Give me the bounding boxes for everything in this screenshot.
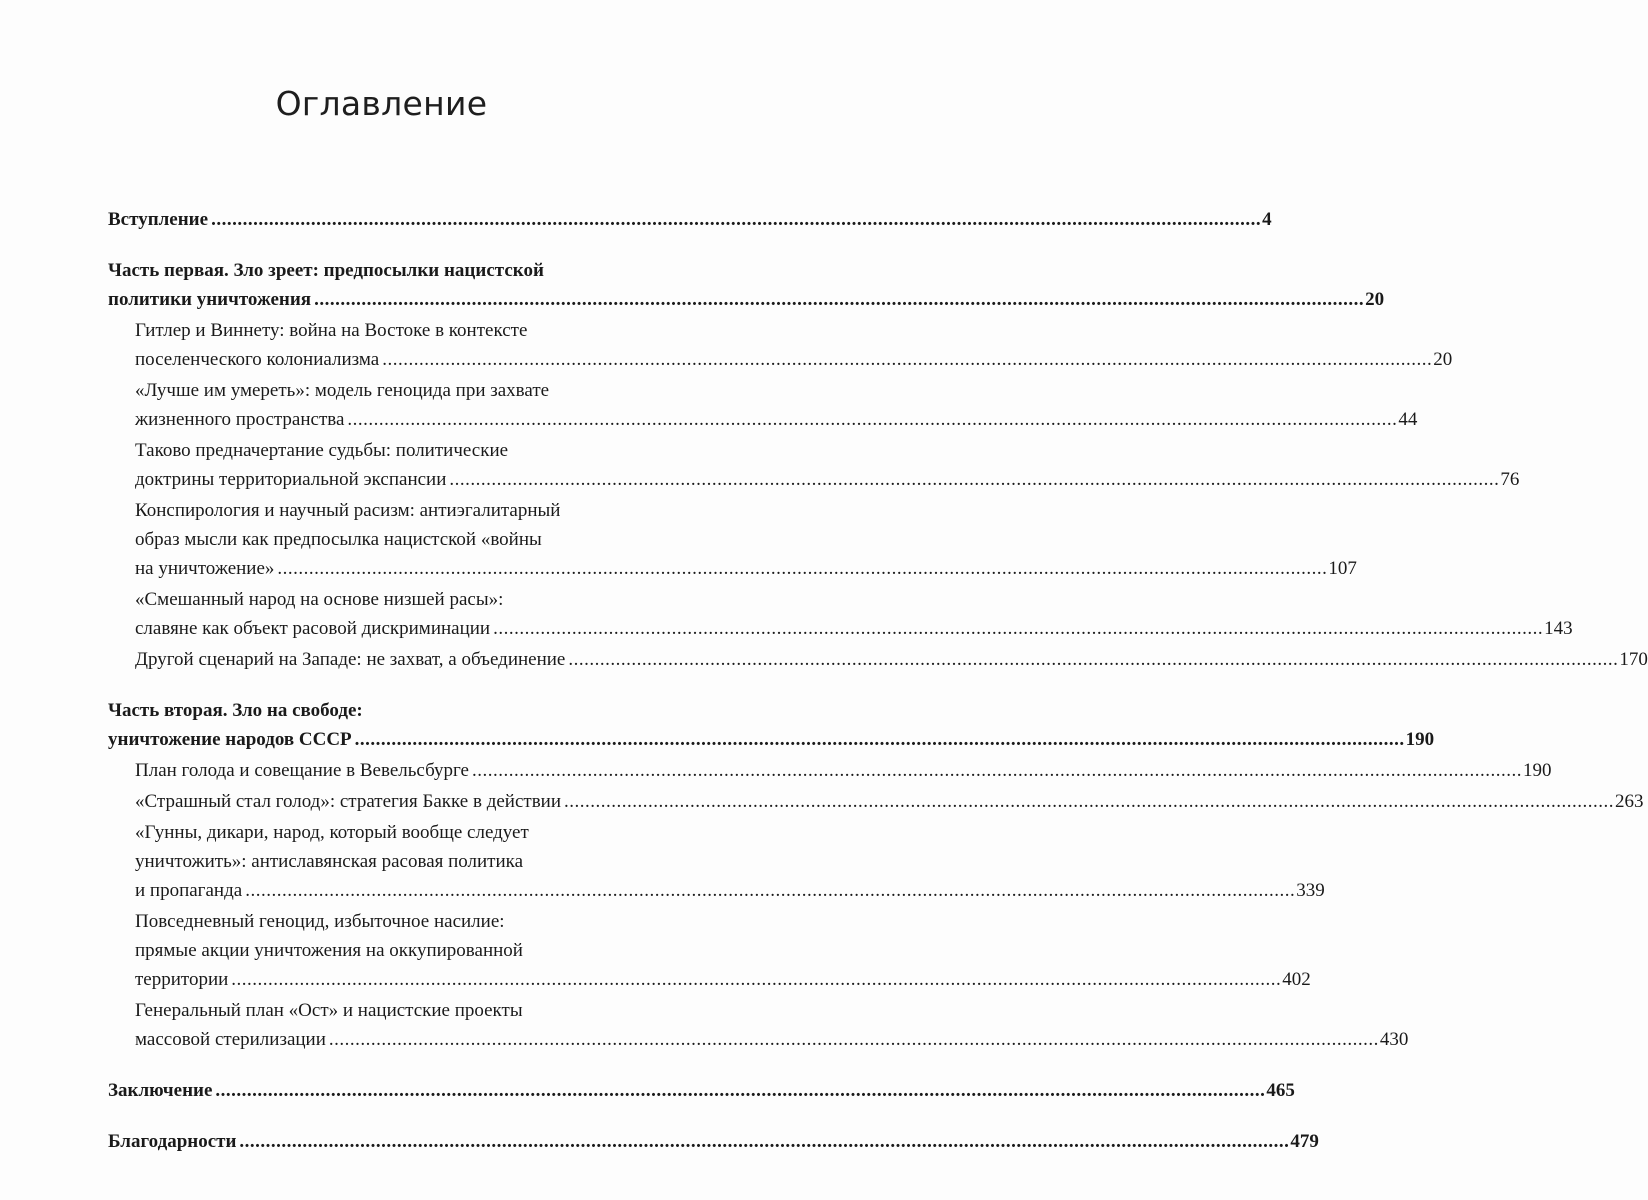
entry-title-line: Часть вторая. Зло на свободе: xyxy=(108,700,363,721)
entry-title-line: образ мысли как предпосылка нацистской «войны xyxy=(135,529,542,550)
entry-title-line: Конспирология и научный расизм: антиэгалитарный xyxy=(135,500,561,521)
entry-title-line: Благодарности xyxy=(108,1131,237,1152)
entry-title-line: Часть первая. Зло зреет: предпосылки нацистской xyxy=(108,260,544,281)
dot-leader: ........................................................................................................................................................................................................ xyxy=(568,649,1619,670)
dot-leader: ........................................................................................................................................................................................................ xyxy=(215,1080,1266,1101)
page-title: Оглавление xyxy=(275,84,488,123)
page-number: 190 xyxy=(1405,729,1435,750)
entry-title-line: политики уничтожения xyxy=(108,289,312,310)
toc-chapter-entry[interactable] xyxy=(135,376,1418,434)
table-of-contents xyxy=(108,205,1648,1156)
dot-leader: ........................................................................................................................................................................................................ xyxy=(239,1131,1290,1152)
toc-chapter-entry[interactable] xyxy=(135,907,1311,994)
entry-title-line: Вступление xyxy=(108,209,209,230)
entry-title-line: «Лучше им умереть»: модель геноцида при захвате xyxy=(135,380,550,401)
dot-leader: ........................................................................................................................................................................................................ xyxy=(564,791,1615,812)
page-number: 190 xyxy=(1522,760,1552,781)
page-number: 339 xyxy=(1296,880,1325,901)
entry-title-line: поселенческого колониализма xyxy=(135,349,380,370)
toc-part-entry[interactable] xyxy=(108,1076,1295,1105)
entry-title-line: «Смешанный народ на основе низшей расы»: xyxy=(135,589,504,610)
dot-leader: ........................................................................................................................................................................................................ xyxy=(471,760,1522,781)
dot-leader: ........................................................................................................................................................................................................ xyxy=(277,558,1328,579)
entry-title-line: уничтожение народов СССР xyxy=(108,729,352,750)
entry-title-line: Генеральный план «Ост» и нацистские проекты xyxy=(135,1000,523,1021)
page-number: 20 xyxy=(1433,349,1453,370)
entry-title-line: Заключение xyxy=(108,1080,213,1101)
toc-chapter-entry[interactable] xyxy=(135,316,1453,374)
entry-title-line: массовой стерилизации xyxy=(135,1029,326,1050)
entry-title-line: «Страшный стал голод»: стратегия Бакке в действии xyxy=(135,791,562,812)
entry-title-line: и пропаганда xyxy=(135,880,243,901)
dot-leader: ........................................................................................................................................................................................................ xyxy=(354,729,1405,750)
toc-chapter-entry[interactable] xyxy=(135,436,1520,494)
dot-leader: ........................................................................................................................................................................................................ xyxy=(245,880,1296,901)
dot-leader: ........................................................................................................................................................................................................ xyxy=(328,1029,1379,1050)
entry-title-line: уничтожить»: антиславянская расовая политика xyxy=(135,851,524,872)
dot-leader: ........................................................................................................................................................................................................ xyxy=(493,618,1544,639)
page-number: 402 xyxy=(1282,969,1311,990)
toc-chapter-entry[interactable] xyxy=(135,996,1409,1054)
page-number: 44 xyxy=(1398,409,1418,430)
toc-part-entry[interactable] xyxy=(108,1127,1319,1156)
toc-chapter-entry[interactable] xyxy=(135,585,1573,643)
page-number: 143 xyxy=(1544,618,1573,639)
page-number: 170 xyxy=(1619,649,1648,670)
entry-title-line: Таково предначертание судьбы: политические xyxy=(135,440,509,461)
entry-title-line: доктрины территориальной экспансии xyxy=(135,469,447,490)
entry-title-line: Другой сценарий на Западе: не захват, а объединение xyxy=(135,649,566,670)
entry-title-line: жизненного пространства xyxy=(135,409,345,430)
page-number: 107 xyxy=(1328,558,1357,579)
page-number: 4 xyxy=(1262,209,1272,230)
page-number: 465 xyxy=(1266,1080,1295,1101)
entry-title-line: славяне как объект расовой дискриминации xyxy=(135,618,491,639)
dot-leader: ........................................................................................................................................................................................................ xyxy=(382,349,1433,370)
entry-title-line: прямые акции уничтожения на оккупированной xyxy=(135,940,523,961)
entry-title-line: Гитлер и Виннету: война на Востоке в контексте xyxy=(135,320,528,341)
entry-title-line: территории xyxy=(135,969,229,990)
entry-title-line: «Гунны, дикари, народ, который вообще следует xyxy=(135,822,529,843)
dot-leader: ........................................................................................................................................................................................................ xyxy=(211,209,1262,230)
toc-chapter-entry[interactable] xyxy=(135,496,1357,583)
entry-title-line: на уничтожение» xyxy=(135,558,275,579)
entry-title-line: План голода и совещание в Вевельсбурге xyxy=(135,760,469,781)
toc-chapter-entry[interactable] xyxy=(135,756,1552,785)
dot-leader: ........................................................................................................................................................................................................ xyxy=(449,469,1500,490)
toc-part-entry[interactable] xyxy=(108,256,1385,314)
dot-leader: ........................................................................................................................................................................................................ xyxy=(231,969,1282,990)
dot-leader: ........................................................................................................................................................................................................ xyxy=(347,409,1398,430)
toc-chapter-entry[interactable] xyxy=(135,818,1325,905)
entry-title-line: Повседневный геноцид, избыточное насилие: xyxy=(135,911,505,932)
page-number: 263 xyxy=(1615,791,1644,812)
toc-chapter-entry[interactable] xyxy=(135,787,1644,816)
dot-leader: ........................................................................................................................................................................................................ xyxy=(314,289,1365,310)
page-number: 479 xyxy=(1290,1131,1319,1152)
page-number: 430 xyxy=(1379,1029,1409,1050)
toc-chapter-entry[interactable] xyxy=(135,645,1648,674)
page-number: 76 xyxy=(1500,469,1520,490)
page-number: 20 xyxy=(1365,289,1385,310)
toc-part-entry[interactable] xyxy=(108,696,1435,754)
toc-part-entry[interactable] xyxy=(108,205,1272,234)
